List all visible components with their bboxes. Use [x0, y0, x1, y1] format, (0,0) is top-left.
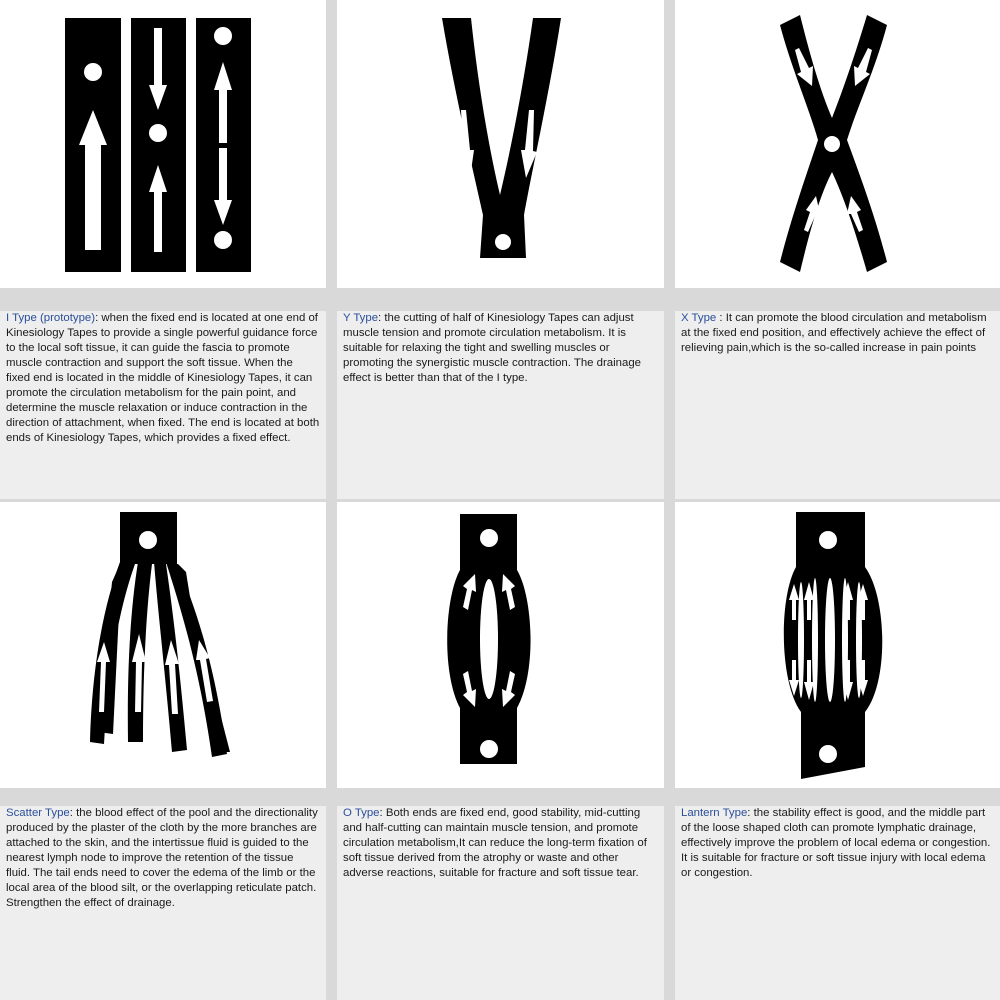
y-type-illustration — [337, 0, 664, 288]
i-type-illustration — [0, 0, 326, 288]
lantern-slit — [825, 578, 835, 702]
lantern-slit — [798, 582, 804, 698]
lantern-type-description — [675, 806, 1000, 1000]
card-body: : the cutting of half of Kinesiology Tapes can adjust muscle tension and promote circulation metabolism. It is suitable for relaxing the tight and swelling muscles or promoting the synergistic muscle contraction. The drainage effect is better than that of the I type. — [343, 312, 641, 384]
card-title: I Type (prototype) — [6, 312, 96, 324]
o-type-illustration — [337, 502, 664, 788]
card-title: Y Type — [343, 312, 379, 324]
x-type-illustration — [675, 0, 1000, 288]
lantern-type-illustration — [675, 502, 1000, 788]
card-body: : It can promote the blood circulation and metabolism at the fixed end position, and effectively achieve the effect of relieving pain,which is the so-called increase in pain points — [681, 312, 987, 354]
y-type-description — [337, 311, 664, 499]
card-body: : the stability effect is good, and the middle part of the loose shaped cloth can promote lymphatic drainage, effectively improve the problem of local edema or congestion. It is suitable for fracture or soft tissue injury with local edema or congestion. — [681, 807, 991, 879]
card-title: Lantern Type — [681, 807, 748, 819]
card-title: X Type — [681, 312, 717, 324]
x-type-description — [675, 311, 1000, 499]
scatter-type-description — [0, 806, 326, 1000]
card-title: O Type — [343, 807, 380, 819]
i-type-description — [0, 311, 326, 499]
card-title: Scatter Type — [6, 807, 70, 819]
scatter-type-illustration — [0, 502, 326, 788]
card-body: : the blood effect of the pool and the directionality produced by the plaster of the cloth by the more branches are attached to the skin, and the intertissue fluid is guided to the nearest lymph node to improve the retention of the tissue fluid. The tail ends need to cover the edema of the limb or the local area of the blood silt, or the overlapping reticulate patch. Strengthen the effect of drainage. — [6, 807, 318, 909]
y-tape-shape — [442, 18, 561, 258]
o-type-description — [337, 806, 664, 1000]
card-body: : Both ends are fixed end, good stability, mid-cutting and half-cutting can maintain muscle tension, and promote circulation metabolism,It can reduce the long-term fixation of soft tissue derived from the atrophy or waste and other adverse reactions, suitable for fracture and soft tissue tear. — [343, 807, 647, 879]
card-body: : when the fixed end is located at one end of Kinesiology Tapes to provide a single powerful guidance force to the local soft tissue, it can guide the fascia to promote muscle contraction and support the soft tissue. When the fixed end is located in the middle of Kinesiology Tapes, it can promote the circulation metabolism for the pain point, and determine the muscle relaxation or induce contraction in the direction of attachment, when fixed. The end is located at both ends of Kinesiology Tapes, which provides a fixed effect. — [6, 312, 320, 444]
